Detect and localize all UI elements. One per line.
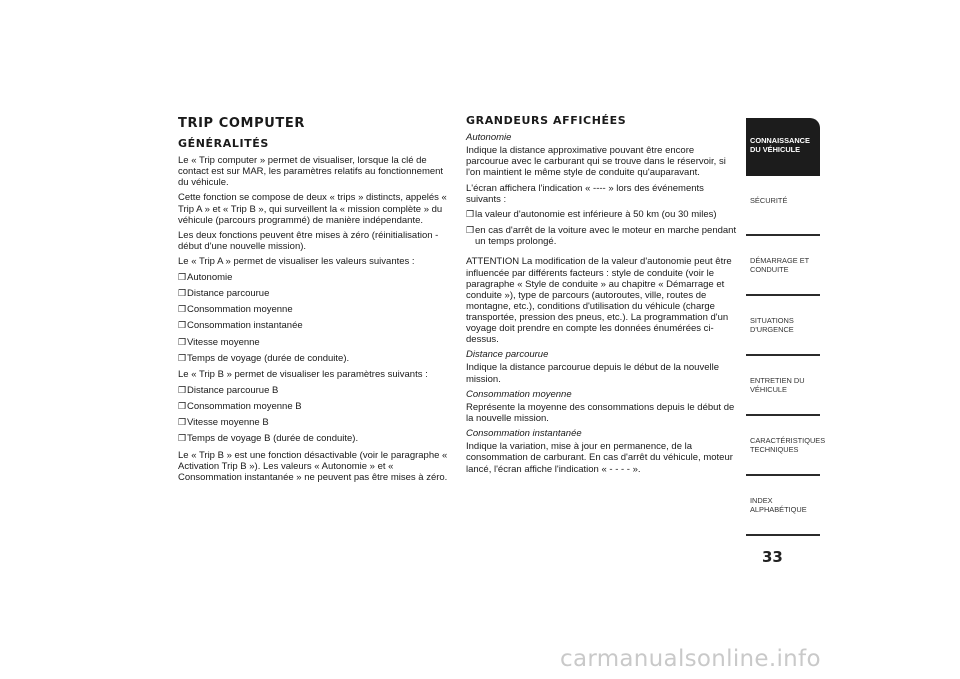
checkbox-bullet-icon: ❒ — [178, 433, 187, 444]
paragraph: Indique la distance approximative pouvant être encore parcourue avec le carburant qui se trouve dans le réservoir, si l'on maintient le même style de conduite qu'auparavant. — [466, 145, 726, 179]
autonomie-conditions-list — [466, 209, 738, 247]
tab-connaissance-du-vehicule[interactable]: CONNAISSANCE DU VÉHICULE — [746, 118, 820, 176]
checkbox-bullet-icon: ❒ — [466, 225, 475, 236]
checkbox-bullet-icon: ❒ — [178, 304, 187, 315]
checkbox-bullet-icon: ❒ — [178, 287, 187, 298]
page-number: 33 — [762, 548, 783, 566]
trip-a-list — [178, 272, 448, 365]
list-item: ❒ Consommation moyenne B — [178, 400, 302, 412]
checkbox-bullet-icon: ❒ — [178, 336, 187, 347]
tab-situations-d-urgence[interactable]: SITUATIONS D'URGENCE — [746, 298, 820, 356]
list-item: ❒ en cas d'arrêt de la voiture avec le moteur en marche pendant un temps prolongé. — [466, 225, 737, 248]
list-item: ❒ la valeur d'autonomie est inférieure à 50 km (ou 30 miles) — [466, 208, 717, 220]
tab-entretien-du-vehicule[interactable]: ENTRETIEN DU VÉHICULE — [746, 358, 820, 416]
paragraph: Le « Trip B » permet de visualiser les paramètres suivants : — [178, 369, 428, 381]
list-item: ❒ Distance parcourue B — [178, 384, 279, 396]
list-item: ❒ Consommation moyenne — [178, 304, 293, 316]
paragraph: Représente la moyenne des consommations depuis le début de la nouvelle mission. — [466, 401, 735, 424]
right-column — [466, 110, 738, 479]
checkbox-bullet-icon: ❒ — [178, 417, 187, 428]
list-item: ❒ Distance parcourue — [178, 287, 270, 299]
subheading-consommation-moyenne: Consommation moyenne — [466, 388, 572, 400]
subheading-distance: Distance parcourue — [466, 349, 549, 361]
tab-demarrage-et-conduite[interactable]: DÉMARRAGE ET CONDUITE — [746, 238, 820, 296]
checkbox-bullet-icon: ❒ — [178, 271, 187, 282]
page-title: TRIP COMPUTER — [178, 116, 305, 131]
section-heading-grandeurs: GRANDEURS AFFICHÉES — [466, 114, 627, 127]
paragraph: Le « Trip B » est une fonction désactivable (voir le paragraphe « Activation Trip B »). Les valeurs « Autonomie » et « Consommation instantanée » ne peuvent pas être mises à zéro. — [178, 449, 448, 483]
checkbox-bullet-icon: ❒ — [178, 320, 187, 331]
list-item: ❒ Vitesse moyenne — [178, 336, 260, 348]
subheading-autonomie: Autonomie — [466, 132, 512, 143]
list-item: ❒ Autonomie — [178, 271, 233, 283]
attention-paragraph: ATTENTION La modification de la valeur d'autonomie peut être influencée par différents facteurs : style de conduite (voir le paragraphe « Style de conduite » au chapitre « Démarrage et conduite »), type de parcours (autoroutes, ville, routes de montagne, etc.), conditions d'utilisation du véhicule (charge transportée, pression des pneus, etc.). La programmation d'un voyage doit prendre en compte les données énumérées ci-dessus. — [466, 256, 732, 346]
tab-index-alphabetique[interactable]: INDEX ALPHABÉTIQUE — [746, 478, 820, 536]
list-item: ❒ Consommation instantanée — [178, 320, 303, 332]
checkbox-bullet-icon: ❒ — [178, 384, 187, 395]
watermark: carmanualsonline.info — [560, 646, 821, 672]
checkbox-bullet-icon: ❒ — [178, 353, 187, 363]
list-item: ❒ Vitesse moyenne B — [178, 417, 269, 429]
subheading-consommation-instantanee: Consommation instantanée — [466, 428, 582, 440]
list-item: ❒ Temps de voyage (durée de conduite). — [178, 353, 350, 364]
left-column — [178, 110, 448, 487]
tab-securite[interactable]: SÉCURITÉ — [746, 178, 820, 236]
list-item: ❒ Temps de voyage B (durée de conduite). — [178, 433, 359, 445]
trip-b-list — [178, 385, 448, 445]
checkbox-bullet-icon: ❒ — [466, 208, 475, 219]
paragraph: Le « Trip computer » permet de visualiser, lorsque la clé de contact est sur MAR, les paramètres relatifs au fonctionnement du véhicule. — [178, 155, 444, 189]
paragraph: Indique la distance parcourue depuis le début de la nouvelle mission. — [466, 362, 719, 385]
paragraph: Les deux fonctions peuvent être mises à zéro (réinitialisation - début d'une nouvelle mission). — [178, 229, 439, 253]
paragraph: Cette fonction se compose de deux « trips » distincts, appelés « Trip A » et « Trip B », qui surveillent la « mission complète » du véhicule (parcours programmé) de manière indépendante. — [178, 192, 447, 226]
tab-caracteristiques-techniques[interactable]: CARACTÉRISTIQUES TECHNIQUES — [746, 418, 820, 476]
paragraph: Indique la variation, mise à jour en permanence, de la consommation de carburant. En cas d'arrêt du véhicule, moteur lancé, l'écran affiche l'indication « - - - - ». — [466, 441, 733, 475]
paragraph: Le « Trip A » permet de visualiser les valeurs suivantes : — [178, 256, 415, 268]
chapter-tabs — [746, 118, 826, 538]
checkbox-bullet-icon: ❒ — [178, 400, 187, 411]
paragraph: L'écran affichera l'indication « ---- » lors des événements suivants : — [466, 182, 704, 205]
section-heading-generalites: GÉNÉRALITÉS — [178, 137, 269, 150]
